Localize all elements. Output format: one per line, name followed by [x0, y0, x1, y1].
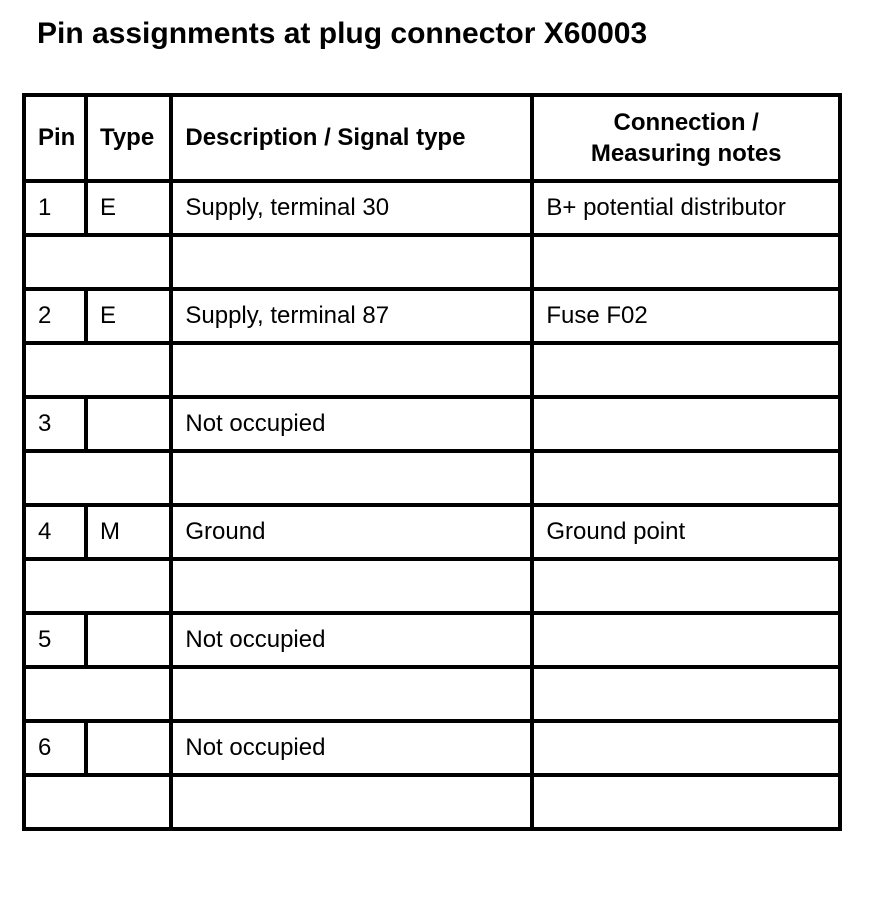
cell-connection: B+ potential distributor	[532, 181, 840, 235]
table-spacer-row	[24, 775, 840, 829]
cell-description: Ground	[171, 505, 532, 559]
spacer-cell	[171, 235, 532, 289]
cell-type: E	[86, 181, 171, 235]
cell-connection	[532, 397, 840, 451]
cell-connection	[532, 721, 840, 775]
cell-description: Supply, terminal 87	[171, 289, 532, 343]
spacer-cell	[24, 343, 171, 397]
header-connection	[532, 95, 840, 181]
spacer-cell	[532, 667, 840, 721]
cell-pin: 4	[24, 505, 86, 559]
spacer-cell	[171, 343, 532, 397]
spacer-cell	[171, 559, 532, 613]
page-title: Pin assignments at plug connector X60003	[37, 17, 648, 50]
spacer-cell	[532, 451, 840, 505]
spacer-cell	[24, 559, 171, 613]
cell-connection: Ground point	[532, 505, 840, 559]
table-row	[24, 721, 840, 775]
table-spacer-row	[24, 451, 840, 505]
table-spacer-row	[24, 235, 840, 289]
cell-type	[86, 721, 171, 775]
header-connection-line1: Connection /	[613, 109, 759, 136]
table-row	[24, 613, 840, 667]
table-row	[24, 397, 840, 451]
cell-description: Not occupied	[171, 613, 532, 667]
cell-type	[86, 397, 171, 451]
cell-description: Not occupied	[171, 397, 532, 451]
spacer-cell	[24, 235, 171, 289]
spacer-cell	[171, 667, 532, 721]
spacer-cell	[24, 667, 171, 721]
header-pin: Pin	[24, 95, 86, 181]
cell-pin: 5	[24, 613, 86, 667]
spacer-cell	[532, 343, 840, 397]
table-row	[24, 181, 840, 235]
table-spacer-row	[24, 343, 840, 397]
spacer-cell	[24, 451, 171, 505]
spacer-cell	[24, 775, 171, 829]
table-row	[24, 289, 840, 343]
cell-connection	[532, 613, 840, 667]
spacer-cell	[171, 775, 532, 829]
table-spacer-row	[24, 559, 840, 613]
cell-description: Supply, terminal 30	[171, 181, 532, 235]
spacer-cell	[171, 451, 532, 505]
header-connection-line2: Measuring notes	[590, 140, 782, 167]
header-description: Description / Signal type	[171, 95, 532, 181]
cell-type: E	[86, 289, 171, 343]
spacer-cell	[532, 559, 840, 613]
cell-pin: 6	[24, 721, 86, 775]
cell-pin: 3	[24, 397, 86, 451]
cell-pin: 1	[24, 181, 86, 235]
cell-pin: 2	[24, 289, 86, 343]
cell-connection: Fuse F02	[532, 289, 840, 343]
table-row	[24, 505, 840, 559]
spacer-cell	[532, 235, 840, 289]
table-spacer-row	[24, 667, 840, 721]
cell-type: M	[86, 505, 171, 559]
pin-assignment-table	[22, 93, 842, 831]
spacer-cell	[532, 775, 840, 829]
header-type: Type	[86, 95, 171, 181]
cell-type	[86, 613, 171, 667]
cell-description: Not occupied	[171, 721, 532, 775]
table-header-row	[24, 95, 840, 181]
